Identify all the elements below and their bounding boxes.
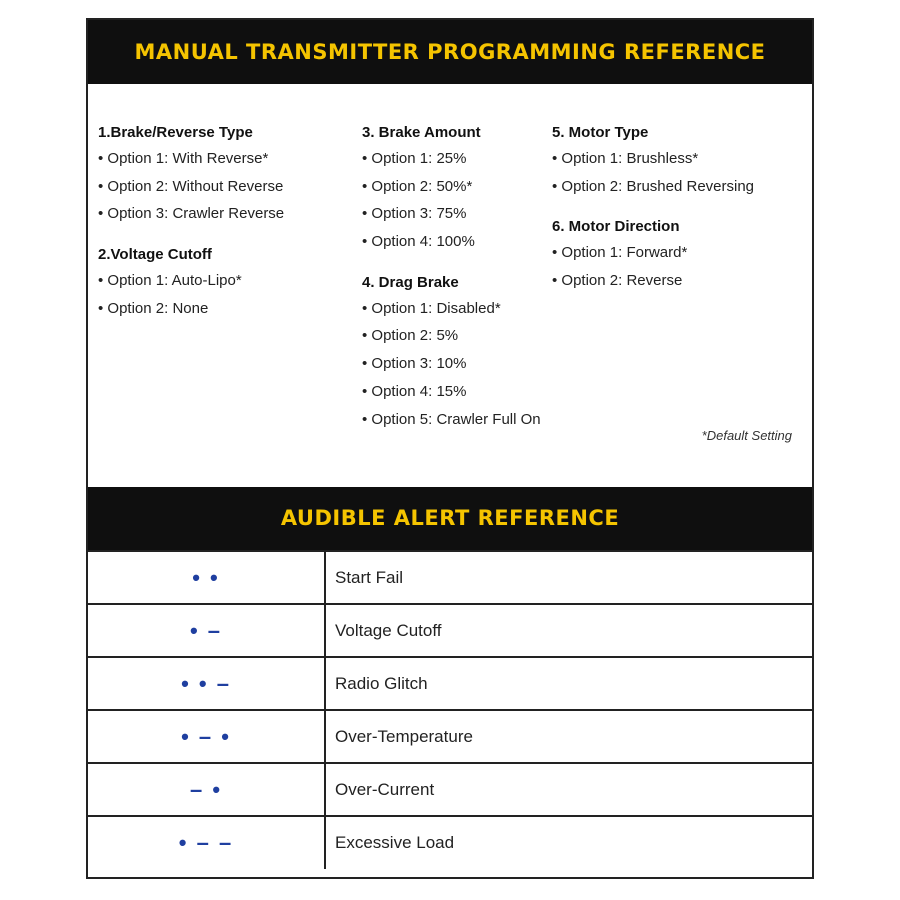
section-title: 5. Motor Type bbox=[552, 124, 649, 141]
table-row bbox=[88, 763, 812, 816]
column-1 bbox=[98, 123, 348, 326]
section-voltage-cutoff bbox=[98, 245, 348, 326]
programming-reference-title: MANUAL TRANSMITTER PROGRAMMING REFERENCE bbox=[88, 20, 812, 84]
alert-label: Excessive Load bbox=[325, 816, 812, 869]
option-item: • Option 1: Auto-Lipo* bbox=[98, 272, 242, 290]
option-item: • Option 5: Crawler Full On bbox=[362, 410, 541, 428]
section-title: 6. Motor Direction bbox=[552, 218, 680, 236]
option-item: • Option 4: 100% bbox=[362, 233, 475, 251]
section-title: 1.Brake/Reverse Type bbox=[98, 124, 253, 141]
option-item: • Option 2: Without Reverse bbox=[98, 177, 284, 195]
alert-label: Radio Glitch bbox=[325, 657, 812, 710]
option-item: • Option 2: 5% bbox=[362, 327, 459, 345]
column-2 bbox=[362, 123, 562, 437]
option-item: • Option 1: Disabled* bbox=[362, 299, 501, 317]
table-row bbox=[88, 816, 812, 869]
section-title: 4. Drag Brake bbox=[362, 273, 459, 291]
beep-pattern: • • bbox=[88, 551, 325, 604]
default-setting-note: *Default Setting bbox=[701, 428, 792, 443]
alert-label: Voltage Cutoff bbox=[325, 604, 812, 657]
option-item: • Option 1: Brushless* bbox=[552, 150, 699, 167]
table-row bbox=[88, 657, 812, 710]
option-item: • Option 3: Crawler Reverse bbox=[98, 205, 285, 223]
reference-card bbox=[86, 18, 814, 879]
option-item: • Option 3: 10% bbox=[362, 355, 467, 373]
beep-pattern: – • bbox=[88, 763, 325, 816]
audible-alert-table bbox=[88, 550, 812, 869]
column-3 bbox=[552, 123, 812, 299]
section-motor-type bbox=[552, 123, 812, 204]
section-brake-reverse-type bbox=[98, 123, 348, 232]
table-row bbox=[88, 604, 812, 657]
audible-alert-title: AUDIBLE ALERT REFERENCE bbox=[88, 487, 812, 550]
option-item: • Option 1: 25% bbox=[362, 150, 467, 167]
option-item: • Option 1: With Reverse* bbox=[98, 150, 269, 167]
section-drag-brake bbox=[362, 273, 562, 437]
option-item: • Option 3: 75% bbox=[362, 205, 467, 223]
section-title: 3. Brake Amount bbox=[362, 124, 481, 141]
section-brake-amount bbox=[362, 123, 562, 260]
beep-pattern: • – bbox=[88, 604, 325, 657]
table-row bbox=[88, 551, 812, 604]
beep-pattern: • – • bbox=[88, 710, 325, 763]
option-item: • Option 1: Forward* bbox=[552, 244, 688, 262]
section-motor-direction bbox=[552, 217, 812, 298]
option-item: • Option 4: 15% bbox=[362, 382, 467, 400]
alert-label: Over-Current bbox=[325, 763, 812, 816]
section-title: 2.Voltage Cutoff bbox=[98, 246, 212, 264]
beep-pattern: • • – bbox=[88, 657, 325, 710]
option-item: • Option 2: Reverse bbox=[552, 272, 683, 290]
option-item: • Option 2: Brushed Reversing bbox=[552, 177, 755, 195]
option-item: • Option 2: None bbox=[98, 299, 209, 317]
alert-label: Start Fail bbox=[325, 551, 812, 604]
table-row bbox=[88, 710, 812, 763]
option-item: • Option 2: 50%* bbox=[362, 177, 473, 195]
beep-pattern: • – – bbox=[88, 816, 325, 869]
alert-label: Over-Temperature bbox=[325, 710, 812, 763]
